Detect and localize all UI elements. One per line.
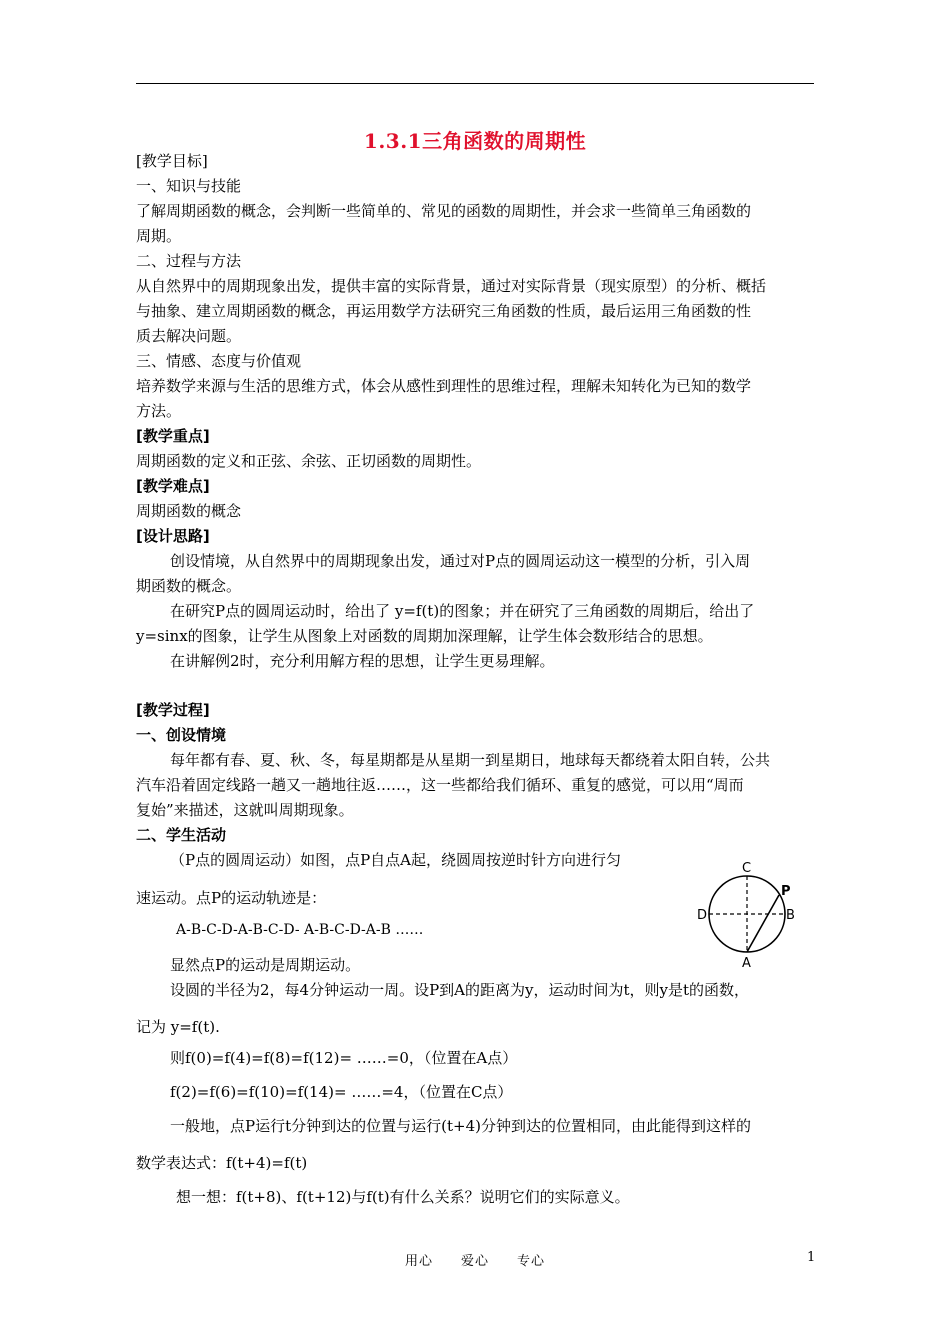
section3-line1: 培养数学来源与生活的思维方式，体会从感性到理性的思维过程，理解未知转化为已知的数学 [136, 377, 752, 395]
header-rule [136, 83, 814, 84]
section2-line1: 从自然界中的周期现象出发，提供丰富的实际背景，通过对实际背景（现实原型）的分析、概括 [136, 277, 767, 295]
label-c: C [742, 861, 752, 876]
label-b: B [786, 908, 795, 923]
part2-line1: （P点的圆周运动）如图，点P自点A起，绕圆周按逆时针方向进行匀 [170, 851, 622, 869]
label-p: P [781, 884, 791, 899]
label-a: A [742, 956, 751, 971]
equation-a: 则f(0)=f(4)=f(8)=f(12)= ……=0，（位置在A点） [170, 1049, 518, 1067]
key-points-heading: [教学重点] [136, 427, 210, 445]
goals-heading: [教学目标] [136, 152, 208, 170]
section1-heading: 一、知识与技能 [136, 177, 242, 195]
section2-heading: 二、过程与方法 [136, 252, 242, 270]
section3-heading: 三、情感、态度与价值观 [136, 352, 302, 370]
process-heading: [教学过程] [136, 701, 210, 719]
part1-line2: 汽车沿着固定线路一趟又一趟地往返……，这一些都给我们循环、重复的感觉，可以用“周而 [136, 776, 744, 794]
part2-line6: 一般地，点P运行t分钟到达的位置与运行(t+4)分钟到达的位置相同，由此能得到这样的 [170, 1117, 751, 1135]
part1-line3: 复始”来描述，这就叫周期现象。 [136, 801, 354, 819]
design-p2-line1: 在研究P点的圆周运动时，给出了 y=f(t)的图象；并在研究了三角函数的周期后，给出了 [170, 602, 755, 620]
section3-line2: 方法。 [136, 402, 182, 420]
circle-motion-figure [694, 855, 804, 975]
document-title: 1.3.1三角函数的周期性 [363, 129, 587, 153]
equation-c: f(2)=f(6)=f(10)=f(14)= ……=4，（位置在C点） [170, 1083, 513, 1101]
part2-line4: 设圆的半径为2，每4分钟运动一周。设P到A的距离为y，运动时间为t，则y是t的函数， [170, 981, 750, 999]
section2-line2: 与抽象、建立周期函数的概念，再运用数学方法研究三角函数的性质，最后运用三角函数的性 [136, 302, 752, 320]
page-number: 1 [807, 1250, 816, 1265]
part1-heading: 一、创设情境 [136, 726, 227, 744]
part2-line3: 显然点P的运动是周期运动。 [170, 956, 361, 974]
part1-line1: 每年都有春、夏、秋、冬，每星期都是从星期一到星期日，地球每天都绕着太阳自转，公共 [170, 751, 771, 769]
motion-track: A-B-C-D-A-B-C-D- A-B-C-D-A-B …… [176, 922, 424, 938]
part2-line2: 速运动。点P的运动轨迹是： [136, 889, 327, 907]
page-footer: 用心 爱心 专心 [404, 1254, 545, 1269]
design-p2-line2: y=sinx的图象，让学生从图象上对函数的周期加深理解，让学生体会数形结合的思想。 [136, 627, 713, 645]
difficulty-text: 周期函数的概念 [136, 502, 242, 520]
design-p3: 在讲解例2时，充分利用解方程的思想，让学生更易理解。 [170, 652, 555, 670]
part2-heading: 二、学生活动 [136, 826, 227, 844]
section2-line3: 质去解决问题。 [136, 327, 242, 345]
section1-line1: 了解周期函数的概念，会判断一些简单的、常见的函数的周期性，并会求一些简单三角函数的 [136, 202, 752, 220]
design-heading: [设计思路] [136, 527, 210, 545]
part2-line5: 记为 y=f(t). [136, 1018, 220, 1036]
section1-line2: 周期。 [136, 227, 182, 245]
label-d: D [697, 908, 708, 923]
difficulty-heading: [教学难点] [136, 477, 210, 495]
design-p1-line2: 期函数的概念。 [136, 577, 242, 595]
part2-line7: 数学表达式：f(t+4)=f(t) [136, 1154, 308, 1172]
think-question: 想一想：f(t+8)、f(t+12)与f(t)有什么关系？说明它们的实际意义。 [176, 1188, 630, 1206]
chord-ap [747, 895, 779, 952]
design-p1-line1: 创设情境，从自然界中的周期现象出发，通过对P点的圆周运动这一模型的分析，引入周 [170, 552, 751, 570]
key-points-text: 周期函数的定义和正弦、余弦、正切函数的周期性。 [136, 452, 482, 470]
